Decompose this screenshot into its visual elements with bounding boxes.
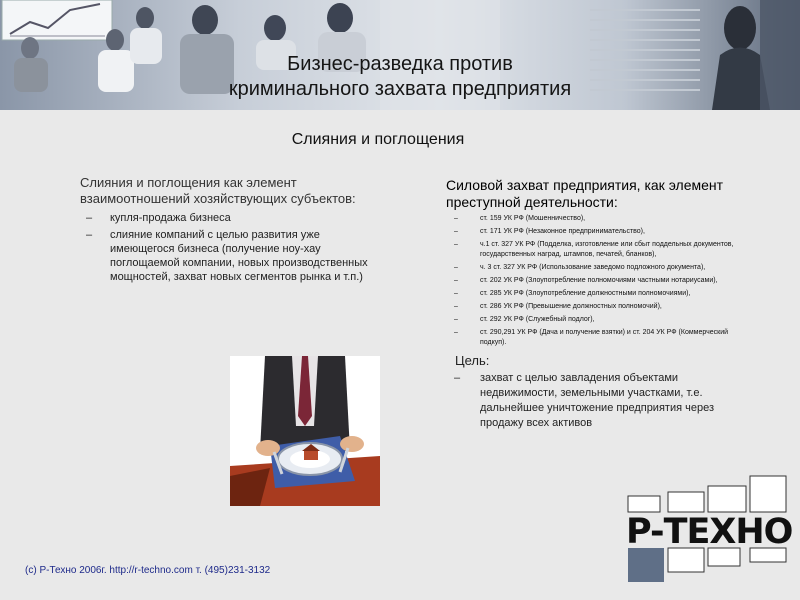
list-item: – купля-продажа бизнеса (80, 211, 380, 225)
businessman-plate-illustration (230, 356, 380, 506)
list-item: – слияние компаний с целью развития уже имеющегося бизнеса (получение ноу-хау поглощаемой компании, новых производственных мощностей, захват новых сегментов рынка и т.п.) (80, 228, 380, 284)
presentation-title (150, 52, 650, 102)
left-list (80, 211, 380, 284)
left-column (80, 175, 380, 287)
list-item: – ст. 285 УК РФ (Злоупотребление должностными полномочиями), (446, 289, 756, 299)
title-line-1: Бизнес-разведка против (287, 53, 513, 75)
list-item: – ч. 3 ст. 327 УК РФ (Использование заведомо подложного документа), (446, 263, 756, 273)
goal-heading: Цель: (455, 353, 490, 368)
list-item: – ст. 202 УК РФ (Злоупотребление полномочиями частными нотариусами), (446, 276, 756, 286)
left-heading: Слияния и поглощения как элемент взаимоотношений хозяйствующих субъектов: (80, 175, 356, 206)
goal-list (446, 371, 756, 431)
list-item: – захват с целью завладения объектами недвижимости, земельными участками, т.е. дальнейшее уничтожение предприятия через продажу всех активов (446, 371, 756, 431)
list-item: – ст. 290,291 УК РФ (Дача и получение взятки) и ст. 204 УК РФ (Коммерческий подкуп). (446, 328, 756, 348)
logo-text: P-ТЕХНО (626, 512, 793, 552)
list-item: – ст. 292 УК РФ (Служебный подлог), (446, 315, 756, 325)
list-item: – ст. 159 УК РФ (Мошенничество), (446, 214, 756, 224)
footer-copyright: (c) Р-Техно 2006г. http://r-techno.com т. (495)231-3132 (25, 565, 271, 576)
list-item: – ч.1 ст. 327 УК РФ (Подделка, изготовление или сбыт поддельных документов, государственных наград, штампов, печатей, бланков), (446, 240, 756, 260)
list-item: – ст. 286 УК РФ (Превышение должностных полномочий), (446, 302, 756, 312)
slide-title: Слияния и поглощения (291, 131, 465, 148)
header-banner (0, 0, 800, 110)
title-line-2: криминального захвата предприятия (228, 78, 572, 100)
right-column (446, 177, 756, 431)
right-heading: Силовой захват предприятия, как элемент преступной деятельности: (446, 177, 724, 210)
list-item: – ст. 171 УК РФ (Незаконное предпринимательство), (446, 227, 756, 237)
criminal-code-list (446, 214, 756, 348)
